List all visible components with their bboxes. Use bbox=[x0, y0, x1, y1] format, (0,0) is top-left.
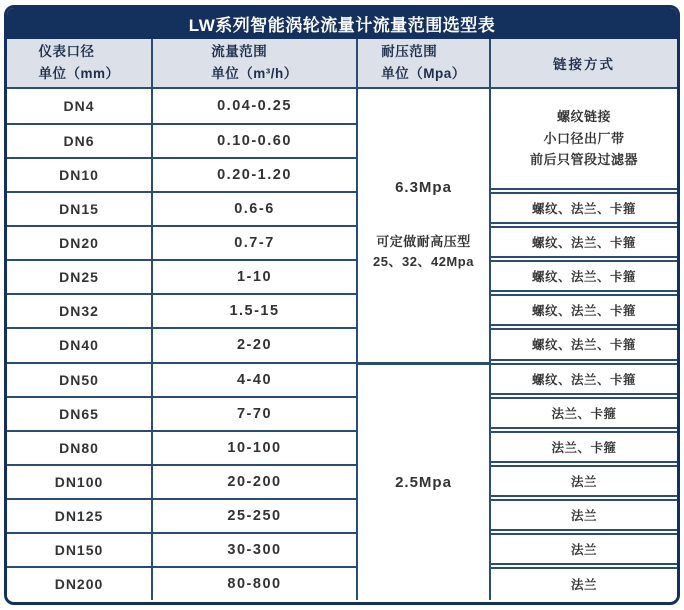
flow-range-cell: 1.5-15 bbox=[153, 293, 358, 327]
header-diameter-line1: 仪表口径 bbox=[38, 44, 95, 60]
connection-cell-dn200: 法兰 bbox=[491, 567, 677, 600]
flow-range-cell: 4-40 bbox=[153, 362, 358, 396]
header-flow-range bbox=[153, 39, 358, 89]
connection-small-bore-line1: 螺纹链接 bbox=[556, 109, 611, 125]
pressure-high-note-line1: 可定做耐高压型 bbox=[376, 233, 471, 249]
flow-range-cell: 7-70 bbox=[153, 396, 358, 430]
pressure-high-note bbox=[373, 232, 474, 272]
diameter-cell: DN6 bbox=[7, 123, 153, 157]
diameter-cell: DN10 bbox=[7, 157, 153, 191]
flow-range-cell: 10-100 bbox=[153, 430, 358, 464]
flow-range-cell: 20-200 bbox=[153, 464, 358, 498]
connection-cell-dn50: 螺纹、法兰、卡箍 bbox=[491, 363, 677, 395]
connection-cell-dn100: 法兰 bbox=[491, 465, 677, 497]
pressure-cell-2-5mpa bbox=[358, 362, 491, 600]
flow-range-cell: 25-250 bbox=[153, 498, 358, 532]
connection-cell-dn15: 螺纹、法兰、卡箍 bbox=[491, 192, 677, 224]
connection-cell-dn25: 螺纹、法兰、卡箍 bbox=[491, 260, 677, 292]
diameter-cell: DN50 bbox=[7, 362, 153, 396]
header-pressure bbox=[358, 39, 491, 89]
connection-small-bore-line3: 前后只管段过滤器 bbox=[529, 152, 638, 168]
pressure-high-note-line2: 25、32、42Mpa bbox=[373, 253, 474, 269]
flow-range-cell: 30-300 bbox=[153, 532, 358, 566]
diameter-cell: DN20 bbox=[7, 225, 153, 259]
pressure-cell-6-3mpa bbox=[358, 89, 491, 362]
header-connection-text: 链接方式 bbox=[553, 57, 615, 72]
diameter-cell: DN4 bbox=[7, 89, 153, 123]
connection-cell-dn20: 螺纹、法兰、卡箍 bbox=[491, 226, 677, 258]
diameter-cell: DN150 bbox=[7, 532, 153, 566]
pressure-value-low: 2.5Mpa bbox=[395, 473, 452, 491]
header-diameter-text bbox=[38, 41, 119, 84]
diameter-cell: DN25 bbox=[7, 259, 153, 293]
header-flow-line1: 流量范围 bbox=[211, 44, 268, 60]
diameter-cell: DN15 bbox=[7, 191, 153, 225]
connection-cell-dn80: 法兰、卡箍 bbox=[491, 431, 677, 463]
header-pressure-line2: 单位（Mpa） bbox=[381, 66, 466, 81]
connection-cell-small-bore bbox=[491, 89, 677, 190]
header-diameter bbox=[7, 39, 153, 89]
diameter-cell: DN40 bbox=[7, 327, 153, 361]
selection-table bbox=[4, 5, 680, 605]
table-body bbox=[7, 89, 677, 600]
connection-cell-dn40: 螺纹、法兰、卡箍 bbox=[491, 328, 677, 360]
flow-range-cell: 0.10-0.60 bbox=[153, 123, 358, 157]
header-pressure-line1: 耐压范围 bbox=[381, 44, 438, 60]
header-flow-line2: 单位（m³/h） bbox=[211, 66, 298, 81]
header-flow-range-text bbox=[211, 41, 298, 84]
diameter-cell: DN125 bbox=[7, 498, 153, 532]
flow-range-cell: 0.6-6 bbox=[153, 191, 358, 225]
flow-range-cell: 80-800 bbox=[153, 566, 358, 600]
diameter-cell: DN65 bbox=[7, 396, 153, 430]
flow-range-cell: 2-20 bbox=[153, 327, 358, 361]
diameter-cell: DN32 bbox=[7, 293, 153, 327]
connection-cell-dn125: 法兰 bbox=[491, 499, 677, 531]
connection-cell-dn150: 法兰 bbox=[491, 533, 677, 565]
flow-range-cell: 0.7-7 bbox=[153, 225, 358, 259]
connection-small-bore-line2: 小口径出厂带 bbox=[543, 130, 625, 146]
header-pressure-text bbox=[381, 41, 466, 84]
connection-cell-dn32: 螺纹、法兰、卡箍 bbox=[491, 294, 677, 326]
header-connection bbox=[491, 39, 677, 89]
diameter-cell: DN200 bbox=[7, 566, 153, 600]
diameter-cell: DN100 bbox=[7, 464, 153, 498]
table-header-row bbox=[7, 39, 677, 89]
connection-small-bore-text bbox=[530, 106, 638, 170]
connection-cell-dn65: 法兰、卡箍 bbox=[491, 397, 677, 429]
flow-range-cell: 1-10 bbox=[153, 259, 358, 293]
pressure-value-high: 6.3Mpa bbox=[395, 178, 452, 196]
diameter-cell: DN80 bbox=[7, 430, 153, 464]
header-diameter-line2: 单位（mm） bbox=[38, 66, 120, 81]
flow-range-cell: 0.04-0.25 bbox=[153, 89, 358, 123]
flow-range-cell: 0.20-1.20 bbox=[153, 157, 358, 191]
table-title: LW系列智能涡轮流量计流量范围选型表 bbox=[7, 8, 677, 39]
